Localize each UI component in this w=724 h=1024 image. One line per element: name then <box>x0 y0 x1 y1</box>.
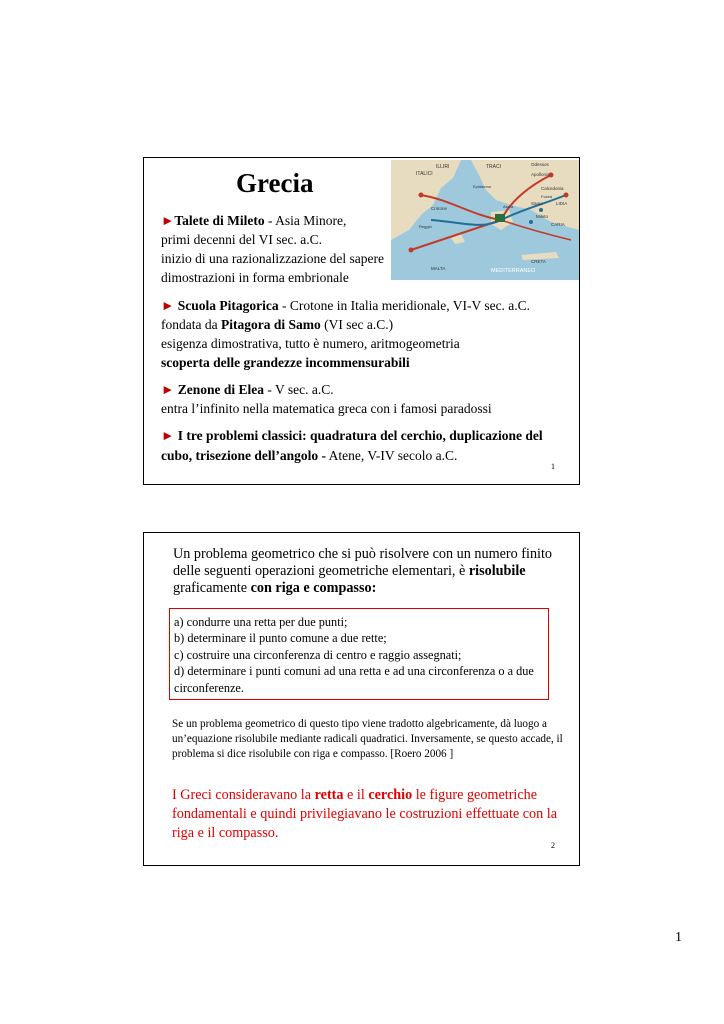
pitagora-block <box>161 296 571 372</box>
zenone-name: Zenone di Elea <box>177 382 265 397</box>
problemi-title: I tre problemi classici: quadratura del cerchio, duplicazione del cubo, trisezione dell’angolo - <box>161 428 543 463</box>
pitagora-period: (VI sec a.C.) <box>320 317 394 332</box>
operation-item: d) determinare i punti comuni ad una retta e ad una circonferenza o a due circonferenze. <box>174 664 534 695</box>
talete-block <box>161 211 471 287</box>
intro-riga-compasso: con riga e compasso: <box>250 580 377 596</box>
slide-title: Grecia <box>236 168 314 198</box>
greci-statement <box>172 786 567 843</box>
operation-item: b) determinare il punto comune a due rette; <box>174 631 387 646</box>
talete-name: Talete di Mileto <box>174 213 265 228</box>
pitagora-school: Scuola Pitagorica <box>177 298 279 313</box>
zenone-period: - V sec. a.C. <box>264 382 334 397</box>
intro-text <box>173 546 568 597</box>
operation-item: a) condurre una retta per due punti; <box>174 615 348 629</box>
map-label: Calcedonia <box>541 186 564 191</box>
greci-cerchio: cerchio <box>368 787 413 803</box>
greci-retta: retta <box>314 787 344 803</box>
map-label: LIDIA <box>556 201 568 206</box>
map-label: Mileto <box>536 214 549 219</box>
problemi-period: Atene, V-IV secolo a.C. <box>326 448 458 463</box>
map-label: Samo <box>531 201 543 206</box>
map-label: Odessos <box>531 162 549 167</box>
page-number: 1 <box>675 930 682 945</box>
map-label: CARIA <box>551 222 565 227</box>
arrow-icon: ► <box>161 428 175 443</box>
slide-number: 2 <box>551 841 555 850</box>
arrow-icon: ► <box>161 213 175 228</box>
greci-post: le figure geometriche fondamentali e quindi privilegiavano le costruzioni effettuate con la riga e il compasso. <box>172 787 558 841</box>
intro-mid: graficamente <box>173 580 251 596</box>
algebraic-note: Se un problema geometrico di questo tipo viene tradotto algebricamente, dà luogo a un’equazione risolubile mediante radicali quadratici. Inversamente, se questo accade, il problema si dice risolubile con riga e compasso. [Roero 2006 ] <box>172 718 563 761</box>
pitagora-note: esigenza dimostrativa, tutto è numero, aritmogeometria <box>161 336 460 351</box>
talete-note-2: dimostrazioni in forma embrionale <box>161 270 349 285</box>
talete-period: primi decenni del VI sec. a.C. <box>161 232 322 247</box>
intro-risolubile: risolubile <box>468 563 526 579</box>
zenone-block <box>161 380 571 418</box>
pitagora-name: Pitagora di Samo <box>220 317 321 332</box>
greci-mid: e il <box>343 787 369 803</box>
map-label: Reggio <box>419 224 432 229</box>
operation-item: c) costruire una circonferenza di centro e raggio assegnati; <box>174 647 462 662</box>
problemi-block <box>161 426 571 466</box>
map-label: Ascra <box>503 204 514 209</box>
map-label: ILLIRI <box>436 164 450 170</box>
operations-box <box>169 608 549 700</box>
pitagora-founded: fondata da <box>161 317 221 332</box>
map-label: Apollonia <box>531 172 550 177</box>
arrow-icon: ► <box>161 298 175 313</box>
pitagora-location: - Crotone in Italia meridionale, VI-V sec. a.C. <box>278 298 531 313</box>
map-label: TRACI <box>486 164 501 170</box>
zenone-note: entra l’infinito nella matematica greca con i famosi paradossi <box>161 401 492 416</box>
map-label: Epidamno <box>473 184 492 189</box>
map-label: MALTA <box>431 266 446 271</box>
map-label: CRETA <box>531 259 546 264</box>
talete-location: - Asia Minore, <box>264 213 347 228</box>
intro-pre: Un problema geometrico che si può risolvere con un numero finito delle seguenti operazioni geometriche elementari, è <box>173 546 553 579</box>
talete-note: inizio di una razionalizzazione del sapere <box>161 251 385 266</box>
map-label: Focea <box>541 194 553 199</box>
greci-pre: I Greci consideravano la <box>172 787 315 803</box>
slide-2 <box>143 532 580 866</box>
map-label: ITALICI <box>416 171 433 177</box>
pitagora-discovery: scoperta delle grandezze incommensurabili <box>161 355 410 370</box>
slide-1 <box>143 157 580 485</box>
slide-number: 1 <box>551 462 555 471</box>
arrow-icon: ► <box>161 382 175 397</box>
map-label: Crotone <box>431 206 448 211</box>
map-label: MEDITERRANEO <box>491 268 536 274</box>
